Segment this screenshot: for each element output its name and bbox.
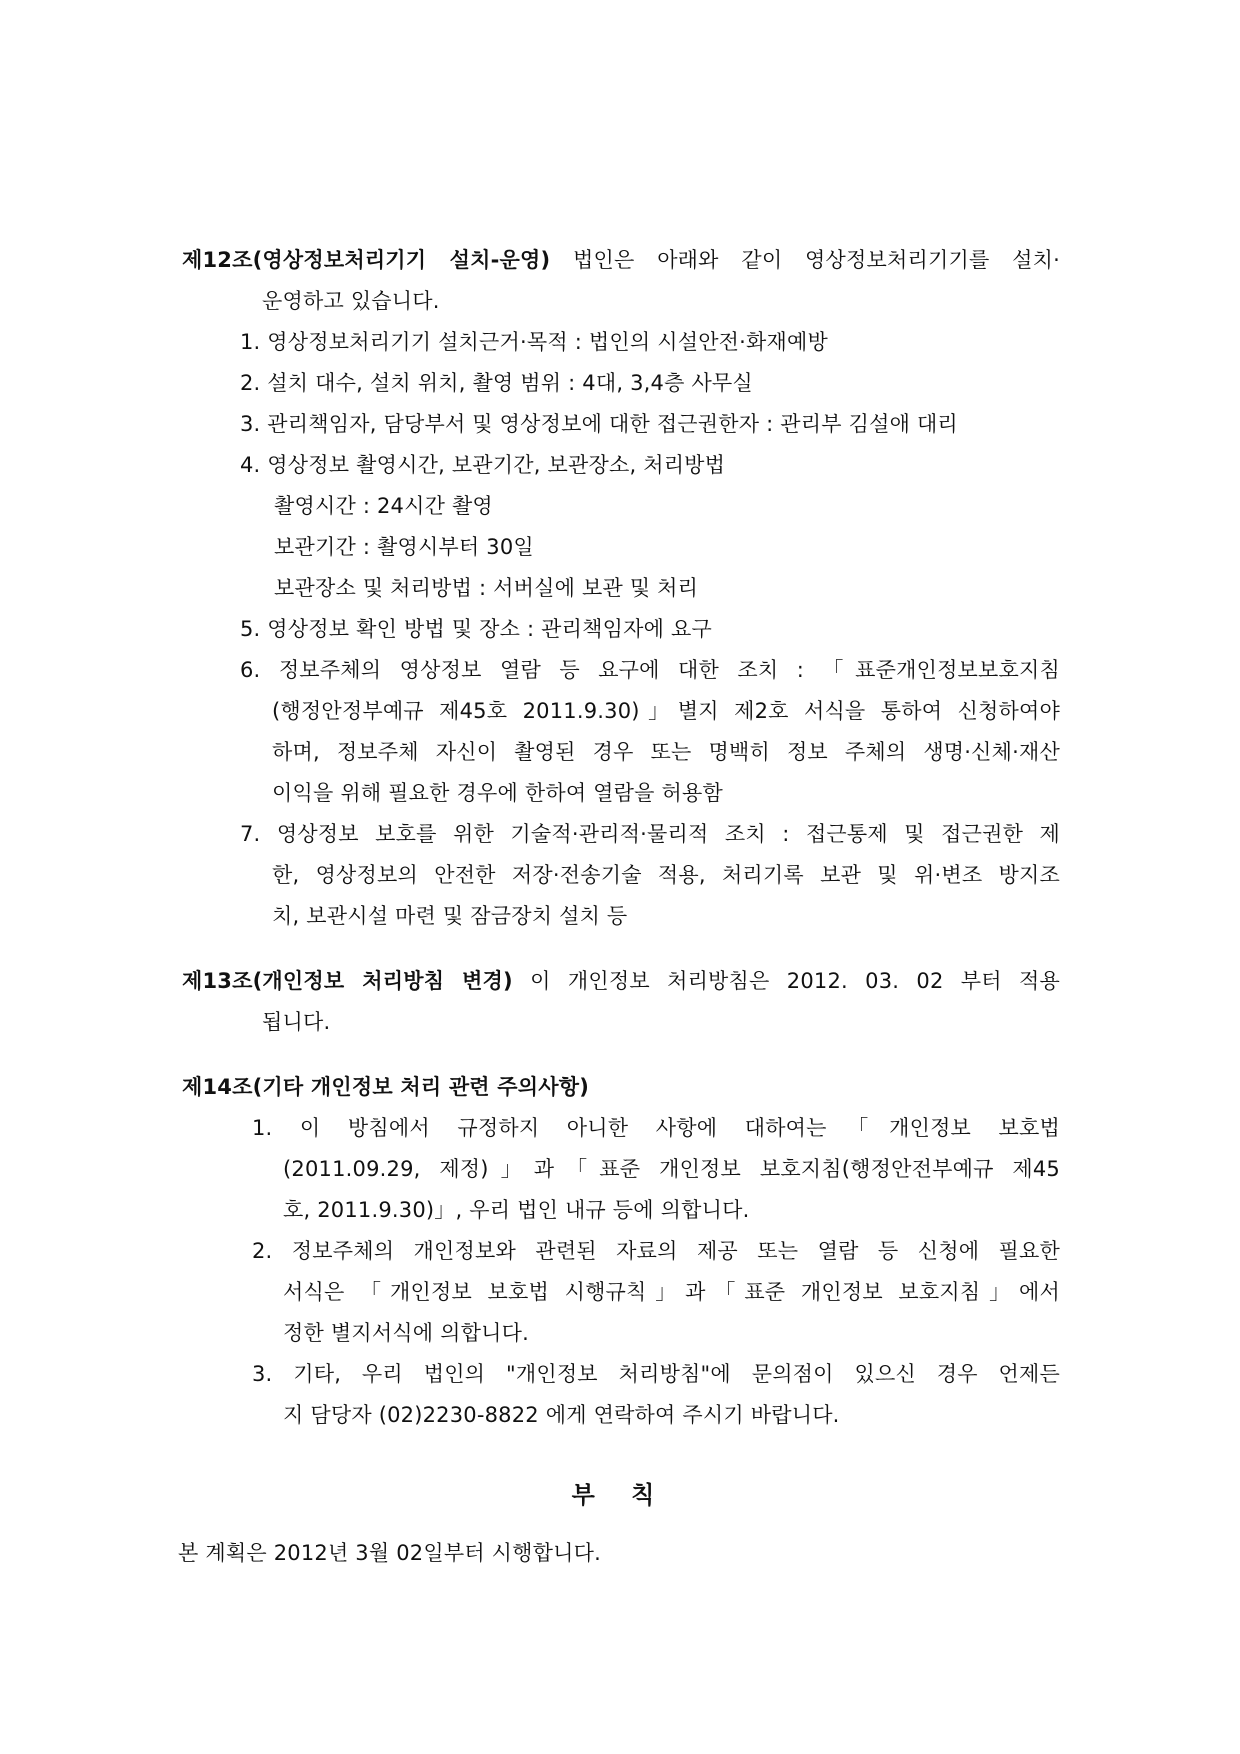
art14-item-2: 2. 정보주체의 개인정보와 관련된 자료의 제공 또는 열람 등 신청에 필요한 <box>252 1239 1060 1263</box>
art12-item-6-cont2: 하며, 정보주체 자신이 촬영된 경우 또는 명백히 정보 주체의 생명·신체·재산 <box>272 740 1060 764</box>
art12-item-6-cont3: 이익을 위해 필요한 경우에 한하여 열람을 허용함 <box>272 781 723 805</box>
art12-first-line <box>182 245 1060 275</box>
art12-item-6-cont1: (행정안정부예규 제45호 2011.9.30)」별지 제2호 서식을 통하여 신청하여야 <box>272 699 1060 723</box>
art13-lead: 이 개인정보 처리방침은 2012. 03. 02 부터 적용 <box>530 969 1060 993</box>
art12-item-4: 4. 영상정보 촬영시간, 보관기간, 보관장소, 처리방법 <box>240 453 726 477</box>
art12-item-4-place: 보관장소 및 처리방법 : 서버실에 보관 및 처리 <box>274 576 699 600</box>
art12-item-7-cont1: 한, 영상정보의 안전한 저장·전송기술 적용, 처리기록 보관 및 위·변조 방지조 <box>272 863 1060 887</box>
art14-item-1: 1. 이 방침에서 규정하지 아니한 사항에 대하여는「개인정보 보호법 <box>252 1116 1060 1140</box>
art14-item-2-cont2: 정한 별지서식에 의합니다. <box>283 1321 529 1345</box>
art12-item-1: 1. 영상정보처리기기 설치근거·목적 : 법인의 시설안전·화재예방 <box>240 330 828 354</box>
art12-heading: 제12조(영상정보처리기기 설치-운영) <box>182 248 551 272</box>
art14-item-3: 3. 기타, 우리 법인의 "개인정보 처리방침"에 문의점이 있으신 경우 언제든 <box>252 1362 1060 1386</box>
art12-item-5: 5. 영상정보 확인 방법 및 장소 : 관리책임자에 요구 <box>240 617 712 641</box>
art13-first-line <box>182 966 1060 996</box>
art12-lead-cont: 운영하고 있습니다. <box>262 289 440 313</box>
art12-item-7-cont2: 치, 보관시설 마련 및 잠금장치 설치 등 <box>272 904 628 928</box>
art12-item-4-time: 촬영시간 : 24시간 촬영 <box>274 494 493 518</box>
art14-heading: 제14조(기타 개인정보 처리 관련 주의사항) <box>182 1075 590 1099</box>
art12-lead: 법인은 아래와 같이 영상정보처리기기를 설치· <box>573 248 1060 272</box>
art14-item-1-cont2: 호, 2011.9.30)」, 우리 법인 내규 등에 의합니다. <box>283 1198 750 1222</box>
art14-item-3-cont1: 지 담당자 (02)2230-8822 에게 연락하여 주시기 바랍니다. <box>283 1403 840 1427</box>
art12-item-7: 7. 영상정보 보호를 위한 기술적·관리적·물리적 조치 : 접근통제 및 접근권한 제 <box>240 822 1060 846</box>
art12-item-2: 2. 설치 대수, 설치 위치, 촬영 범위 : 4대, 3,4층 사무실 <box>240 371 753 395</box>
addendum-title: 부 칙 <box>571 1481 669 1509</box>
art14-item-2-cont1: 서식은 「개인정보 보호법 시행규칙」과「표준 개인정보 보호지침」에서 <box>283 1280 1060 1304</box>
art12-item-6: 6. 정보주체의 영상정보 열람 등 요구에 대한 조치 : 「표준개인정보보호지침 <box>240 658 1060 682</box>
art13-heading: 제13조(개인정보 처리방침 변경) <box>182 969 513 993</box>
addendum-text: 본 계획은 2012년 3월 02일부터 시행합니다. <box>178 1541 601 1565</box>
art14-item-1-cont1: (2011.09.29, 제정)」과「표준 개인정보 보호지침(행정안전부예규 제45 <box>283 1157 1060 1181</box>
art12-item-3: 3. 관리책임자, 담당부서 및 영상정보에 대한 접근권한자 : 관리부 김설애 대리 <box>240 412 958 436</box>
art12-item-4-period: 보관기간 : 촬영시부터 30일 <box>274 535 534 559</box>
art13-lead-cont: 됩니다. <box>262 1010 331 1034</box>
